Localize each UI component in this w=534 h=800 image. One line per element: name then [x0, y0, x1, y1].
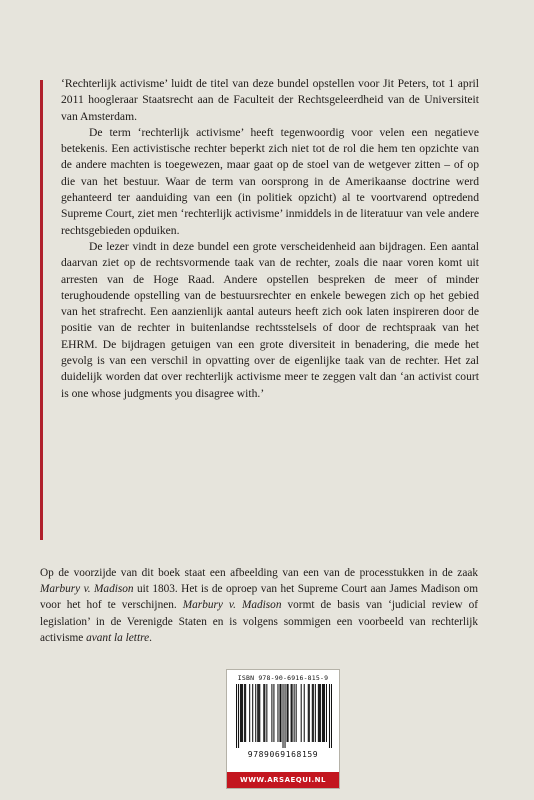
barcode-bar	[258, 684, 259, 742]
barcode-bar	[319, 684, 320, 742]
barcode-bar	[238, 684, 239, 748]
barcode-bar	[329, 684, 330, 748]
publisher-website: WWW.ARSAEQUI.NL	[227, 772, 339, 788]
cover-image-note	[40, 565, 478, 646]
barcode-bar	[331, 684, 332, 748]
barcode-bar	[280, 684, 281, 742]
barcode-bar	[266, 684, 267, 742]
blurb-paragraph-1: ‘Rechterlijk activisme’ luidt de titel van deze bundel opstellen voor Jit Peters, tot 1 april 2011 hoogleraar Staatsrecht aan de Faculteit der Rechtsgeleerdheid van de Universiteit van Amsterdam.	[61, 77, 479, 123]
barcode-bar	[249, 684, 250, 742]
note-avant-la-lettre: avant la lettre	[86, 631, 150, 644]
barcode-bar	[323, 684, 324, 742]
barcode-bar	[271, 684, 272, 742]
barcode-bar	[241, 684, 242, 742]
barcode-bar	[296, 684, 297, 742]
note-text-3: vormt de basis van ‘judicial review of legislation’ in de Verenigde Staten en is volgens sommigen een voorbeeld van rechterlijk activisme	[40, 599, 478, 644]
barcode-bar	[309, 684, 310, 742]
barcode-bar	[285, 684, 286, 748]
barcode-label	[226, 669, 340, 789]
note-text-1: Op de voorzijde van dit boek staat een afbeelding van een van de processtukken in de zaak	[40, 567, 478, 579]
blurb-paragraph-2: De term ‘rechterlijk activisme’ heeft tegenwoordig voor velen een negatieve betekenis. Een activistische rechter beperkt zich niet tot de rol die hem ten opzichte van de andere machten is toegewezen, maar gaat op de stoel van de wetgever zitten – of op die van het bestuur. Waar de term van oorsprong in de Amerikaanse doctrine werd gehanteerd ter aanduiding van een (in politiek opzicht) al te voortvarend optredend Supreme Court, ziet men ‘rechterlijk activisme’ inmiddels in de literatuur van vele andere rechtsgebieden opduiken.	[61, 125, 479, 237]
barcode-bar	[264, 684, 265, 742]
isbn-text: ISBN 978-90-6916-815-9	[237, 674, 329, 682]
barcode-bar	[313, 684, 314, 742]
note-text-4: .	[149, 631, 152, 644]
barcode-bar	[263, 684, 264, 742]
barcode-bar	[242, 684, 243, 742]
barcode-bar	[326, 684, 327, 742]
barcode-bar	[320, 684, 321, 742]
barcode-bar	[259, 684, 260, 742]
barcode-number: 9789069168159	[247, 750, 319, 759]
barcode-bar	[318, 684, 319, 742]
note-case-name-2: Marbury v. Madison	[182, 599, 282, 612]
barcode-bar	[324, 684, 325, 742]
blurb-text	[61, 76, 479, 402]
barcode-bar	[287, 684, 288, 742]
barcode-bar	[291, 684, 292, 742]
barcode-bar	[288, 684, 289, 742]
barcode-bar	[252, 684, 253, 742]
barcode-bar	[301, 684, 302, 742]
blurb-paragraph-3: De lezer vindt in deze bundel een grote verscheidenheid aan bijdragen. Een aantal daarvan ziet op de rechtsvormende taak van de rechter, zoals die naar voren komt uit arresten van de Hoge Raad. Andere opstellen bespreken de meer of minder terughoudende opstelling van de bestuursrechter en enkele bewegen zich op het gebied van het strafrecht. Een aanzienlijk aantal auteurs heeft zich ook laten inspireren door de positie van de rechter in buitenlandse rechtsstelsels of door de rechtspraak van het EHRM. De bijdragen getuigen van een grote diversiteit in benadering, die mede het gevolg is van een verschil in opvatting over de eigenlijke taak van de rechter. Het zal duidelijk worden dat over rechterlijk activisme meer te zeggen valt dan ‘an activist court is one whose judgments you disagree with.’	[61, 239, 479, 400]
barcode-bar	[277, 684, 278, 742]
barcode-bar	[273, 684, 274, 742]
barcode-bar	[245, 684, 246, 742]
barcode-bar	[308, 684, 309, 742]
barcode-bar	[315, 684, 316, 742]
barcode-bar	[257, 684, 258, 742]
barcode-bar	[304, 684, 305, 742]
barcode-bar	[255, 684, 256, 742]
red-accent-bar	[40, 80, 43, 540]
barcode-bar	[292, 684, 293, 742]
note-text-2: uit 1803. Het is de oproep van het Supreme Court aan James Madison om voor het hof te verschijnen.	[40, 583, 478, 612]
barcode-bar	[236, 684, 237, 748]
barcode-bar	[282, 684, 283, 748]
barcode-bar	[322, 684, 323, 742]
barcode-bar	[294, 684, 295, 742]
barcode-bar	[240, 684, 241, 742]
barcode-bar	[312, 684, 313, 742]
barcode-bar	[279, 684, 280, 742]
note-case-name-1: Marbury v. Madison	[40, 583, 134, 596]
barcode-bar	[244, 684, 245, 742]
barcode-bars	[236, 684, 332, 748]
